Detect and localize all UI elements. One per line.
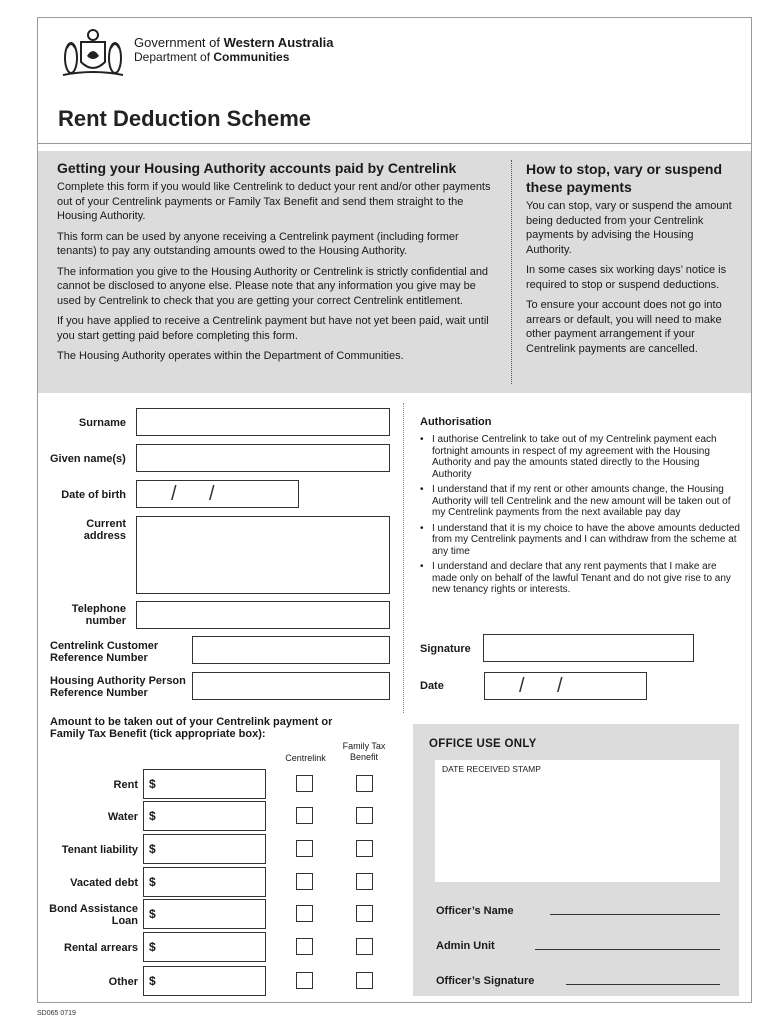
- ftb-header-line: Family Tax: [342, 741, 386, 751]
- office-use-title: OFFICE USE ONLY: [429, 738, 537, 750]
- signature-field[interactable]: [483, 634, 694, 662]
- ftb-header-line: Benefit: [349, 752, 379, 762]
- officer-signature-line[interactable]: [566, 984, 720, 985]
- telephone-field[interactable]: [136, 601, 390, 629]
- rent-amount-field[interactable]: $: [143, 769, 266, 799]
- authorisation-item: • I authorise Centrelink to take out of my Centrelink payment each fortnight amounts in respect of my agreement with the Housing Authority and pay the amounts stated directly to the Housing Authority: [420, 434, 740, 480]
- ftb-column-header: [334, 741, 394, 763]
- bond-assistance-label: [40, 903, 138, 927]
- officer-name-line[interactable]: [550, 914, 720, 915]
- vacated-debt-centrelink-checkbox[interactable]: [296, 873, 313, 890]
- date-label: Date: [420, 680, 444, 692]
- ha-reference-label: [50, 675, 186, 699]
- telephone-label: [40, 603, 126, 627]
- date-separator: /: [557, 675, 563, 697]
- crn-field[interactable]: [192, 636, 390, 664]
- other-label: Other: [108, 976, 138, 988]
- signature-label: Signature: [420, 643, 471, 655]
- water-ftb-checkbox[interactable]: [356, 807, 373, 824]
- rental-arrears-amount-field[interactable]: $: [143, 932, 266, 962]
- centrelink-column-header: Centrelink: [285, 753, 326, 763]
- vacated-debt-label: Vacated debt: [70, 877, 138, 889]
- date-received-stamp-label: DATE RECEIVED STAMP: [442, 764, 541, 774]
- info-paragraph: If you have applied to receive a Centrelink payment but have not yet been paid, wait until you start getting paid before completing this form.: [57, 315, 489, 342]
- crn-label-line: Centrelink Customer: [50, 640, 159, 652]
- amounts-intro: [50, 716, 332, 740]
- info-paragraph: In some cases six working days’ notice is required to stop or suspend deductions.: [526, 264, 727, 291]
- given-names-field[interactable]: [136, 444, 390, 472]
- admin-unit-label: Admin Unit: [436, 940, 495, 952]
- crn-label: [50, 640, 158, 664]
- bond-assistance-amount-field[interactable]: $: [143, 899, 266, 929]
- info-paragraph: Complete this form if you would like Centrelink to deduct your rent and/or other payments out of your Centrelink payments or Family Tax Benefit and send them straight to the Housing Authority.: [57, 181, 491, 222]
- bond-assistance-ftb-checkbox[interactable]: [356, 905, 373, 922]
- info-paragraph: To ensure your account does not go into arrears or default, you will need to make other payment arrangement if your Centrelink payments are cancelled.: [526, 299, 722, 355]
- amounts-intro-line: Family Tax Benefit (tick appropriate box):: [50, 728, 266, 740]
- date-received-stamp-area: [435, 760, 720, 882]
- rental-arrears-centrelink-checkbox[interactable]: [296, 938, 313, 955]
- info-paragraph: The information you give to the Housing Authority or Centrelink is strictly confidential and cannot be disclosed to anyone else. Please note that any information you give may be used by Centrelink to check that you are getting your correct Centrelink entitlement.: [57, 265, 489, 307]
- tenant-liability-label: Tenant liability: [61, 844, 138, 856]
- form-code: SD065 0719: [37, 1010, 76, 1017]
- address-label-line: address: [83, 530, 126, 542]
- authorisation-item: • I understand that if my rent or other amounts change, the Housing Authority will tell Centrelink and the new amount will be taken out of my Centrelink payments from the next available pay day: [420, 484, 740, 519]
- info-right-heading: How to stop, vary or suspend these payments: [526, 161, 723, 195]
- officer-name-label: Officer’s Name: [436, 905, 514, 917]
- telephone-label-line: number: [85, 615, 126, 627]
- tenant-liability-centrelink-checkbox[interactable]: [296, 840, 313, 857]
- ha-reference-label-line: Reference Number: [50, 687, 148, 699]
- rental-arrears-label: Rental arrears: [64, 942, 138, 954]
- admin-unit-line[interactable]: [535, 949, 720, 950]
- government-name: Government of Western Australia: [134, 35, 334, 50]
- info-paragraph: This form can be used by anyone receiving a Centrelink payment (including former tenants) to pay any outstanding amounts owed to the Housing Authority.: [57, 230, 459, 257]
- info-right-body: [526, 199, 741, 362]
- vacated-debt-ftb-checkbox[interactable]: [356, 873, 373, 890]
- rental-arrears-ftb-checkbox[interactable]: [356, 938, 373, 955]
- bond-label-line: Bond Assistance: [49, 903, 138, 915]
- info-paragraph: The Housing Authority operates within the Department of Communities.: [57, 350, 404, 362]
- dob-label: Date of birth: [61, 489, 126, 501]
- water-centrelink-checkbox[interactable]: [296, 807, 313, 824]
- other-ftb-checkbox[interactable]: [356, 972, 373, 989]
- date-separator: /: [519, 675, 525, 697]
- header-divider: [37, 143, 752, 144]
- info-paragraph: You can stop, vary or suspend the amount being deducted from your Centrelink payments by advising the Housing Authority.: [526, 200, 732, 256]
- address-label: [40, 518, 126, 542]
- authorisation-item: • I understand that it is my choice to have the above amounts deducted from my Centrelink payments and I can withdraw from the scheme at any time: [420, 523, 740, 558]
- given-names-label: Given name(s): [50, 453, 126, 465]
- other-amount-field[interactable]: $: [143, 966, 266, 996]
- department-name: Department of Communities: [134, 50, 290, 64]
- officer-signature-label: Officer’s Signature: [436, 975, 535, 987]
- ha-reference-field[interactable]: [192, 672, 390, 700]
- bond-assistance-centrelink-checkbox[interactable]: [296, 905, 313, 922]
- authorisation-title: Authorisation: [420, 416, 492, 428]
- telephone-label-line: Telephone: [71, 603, 126, 615]
- info-column-divider: [511, 160, 512, 384]
- ha-reference-label-line: Housing Authority Person: [50, 675, 186, 687]
- address-label-line: Current: [86, 518, 126, 530]
- other-centrelink-checkbox[interactable]: [296, 972, 313, 989]
- authorisation-item: • I understand and declare that any rent payments that I make are made only on behalf of the lawful Tenant and do not give rise to any new tenancy rights or interests.: [420, 561, 740, 596]
- info-left-body: [57, 180, 497, 370]
- dob-field[interactable]: [136, 480, 299, 508]
- form-title: Rent Deduction Scheme: [58, 106, 312, 131]
- tenant-liability-ftb-checkbox[interactable]: [356, 840, 373, 857]
- surname-field[interactable]: [136, 408, 390, 436]
- bond-label-line: Loan: [111, 915, 138, 927]
- water-amount-field[interactable]: $: [143, 801, 266, 831]
- coat-of-arms-logo: [57, 28, 129, 80]
- amounts-intro-line: Amount to be taken out of your Centrelink payment or: [50, 716, 333, 728]
- rent-ftb-checkbox[interactable]: [356, 775, 373, 792]
- date-separator: /: [171, 483, 177, 505]
- authorisation-list: [420, 434, 740, 600]
- water-label: Water: [107, 811, 138, 823]
- date-separator: /: [209, 483, 215, 505]
- surname-label: Surname: [78, 417, 126, 429]
- info-left-heading: Getting your Housing Authority accounts paid by Centrelink: [57, 160, 457, 176]
- rent-label: Rent: [113, 779, 138, 791]
- date-field[interactable]: [484, 672, 647, 700]
- address-field[interactable]: [136, 516, 390, 594]
- vacated-debt-amount-field[interactable]: $: [143, 867, 266, 897]
- rent-centrelink-checkbox[interactable]: [296, 775, 313, 792]
- form-column-divider: [403, 403, 404, 713]
- crn-label-line: Reference Number: [50, 652, 148, 664]
- tenant-liability-amount-field[interactable]: $: [143, 834, 266, 864]
